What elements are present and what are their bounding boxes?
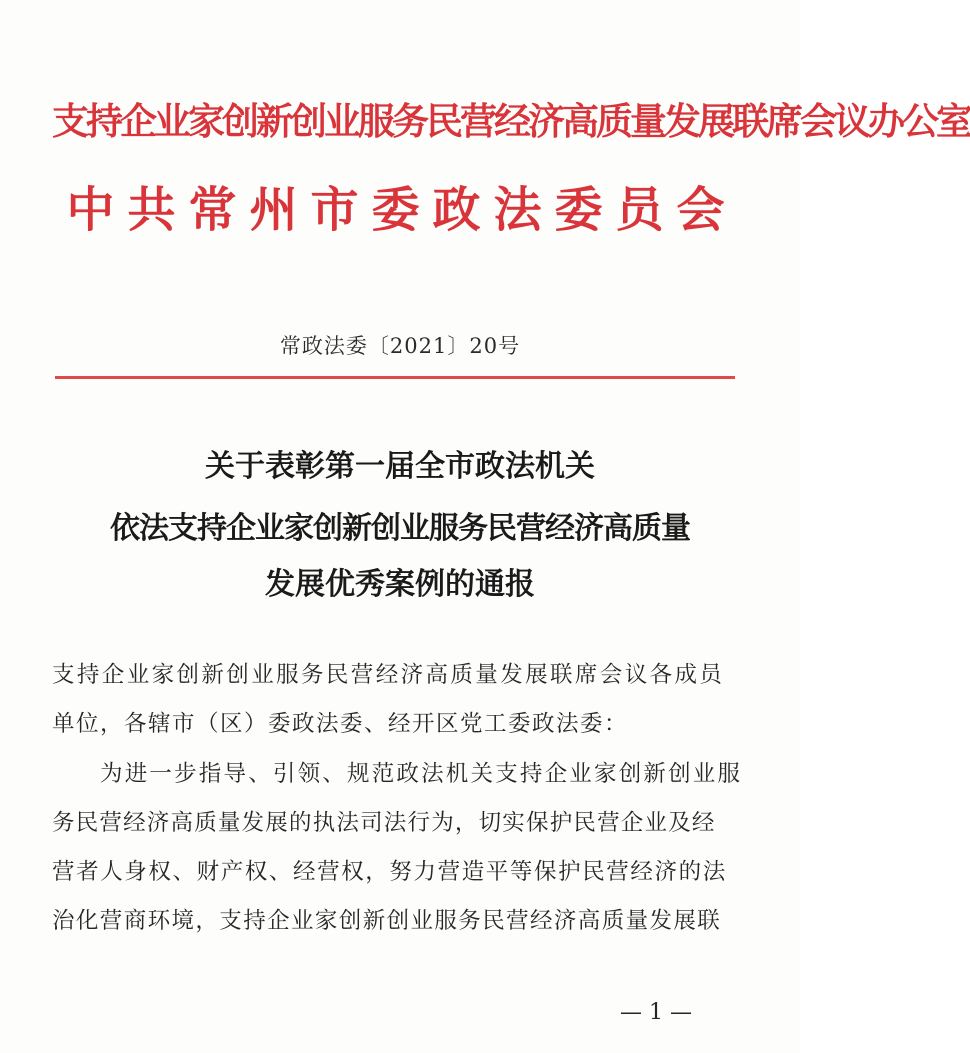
body-line-6: 治化营商环境，支持企业家创新创业服务民营经济高质量发展联 [52, 908, 722, 934]
document-title-line-2: 依法支持企业家创新创业服务民营经济高质量 [110, 511, 690, 546]
issuer-header-line-2: 中共常州市委政法委员会 [66, 182, 738, 238]
body-line-1: 支持企业家创新创业服务民营经济高质量发展联席会议各成员 [52, 662, 725, 688]
body-line-3: 为进一步指导、引领、规范政法机关支持企业家创新创业服 [100, 761, 743, 787]
page-number: — 1 — [620, 1000, 692, 1025]
body-line-2: 单位，各辖市（区）委政法委、经开区党工委政法委： [52, 711, 629, 737]
red-divider-line [55, 376, 735, 379]
document-title-line-3: 发展优秀案例的通报 [265, 567, 535, 602]
body-line-4: 务民营经济高质量发展的执法司法行为，切实保护民营企业及经 [52, 810, 716, 836]
document-title-line-1: 关于表彰第一届全市政法机关 [205, 449, 595, 484]
body-line-5: 营者人身权、财产权、经营权，努力营造平等保护民营经济的法 [52, 859, 727, 885]
issuer-header-line-1: 支持企业家创新创业服务民营经济高质量发展联席会议办公室 [52, 99, 970, 143]
document-number: 常政法委〔2021〕20号 [279, 334, 521, 358]
